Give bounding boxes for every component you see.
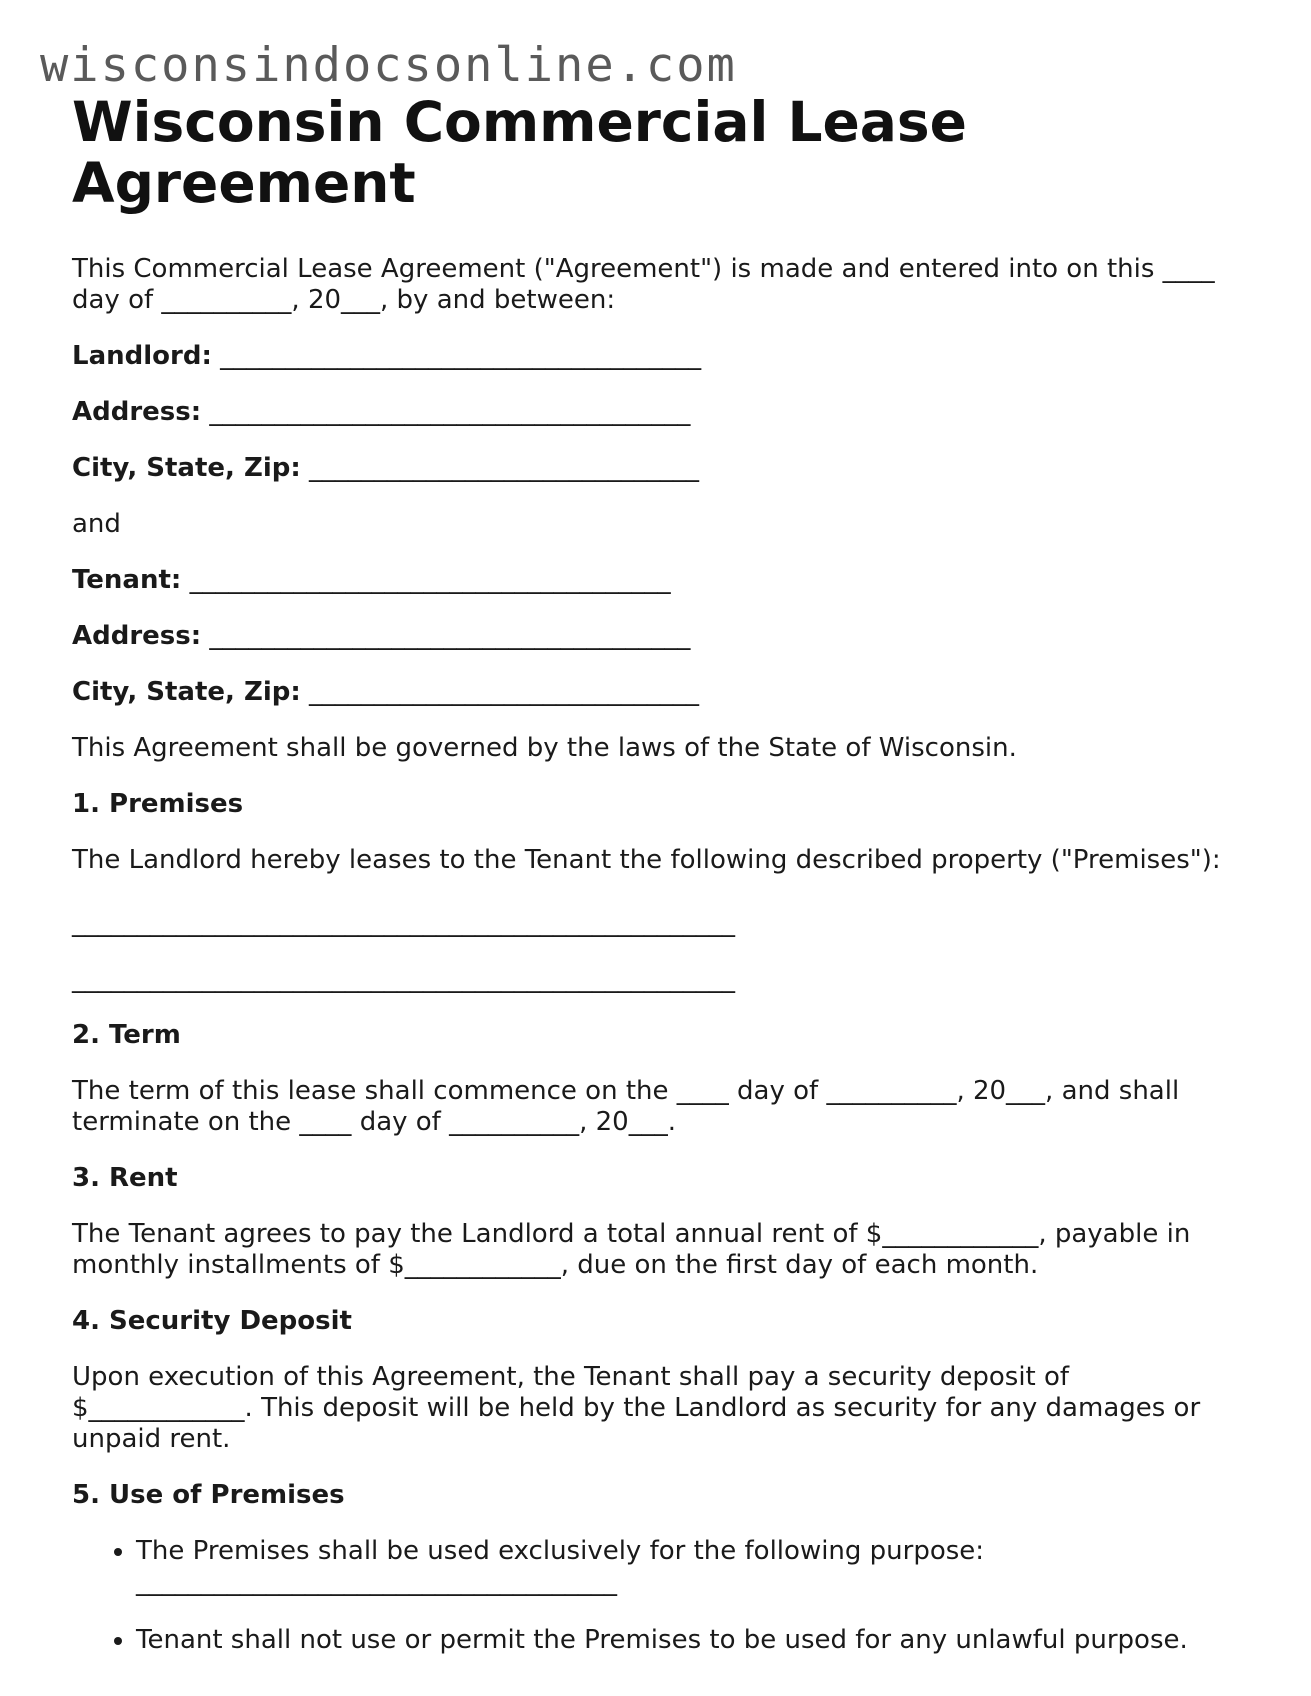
rent-text: The Tenant agrees to pay the Landlord a total annual rent of $____________, payable in monthly installments of $____________, due on the first day of each month.: [72, 1219, 1191, 1280]
premises-blank-line: ___________________________________________________: [72, 964, 735, 994]
term-text: The term of this lease shall commence on the ____ day of __________, 20___, and shall terminate on the ____ day of __________, 20___.: [72, 1076, 1180, 1137]
and-text: and: [72, 509, 121, 539]
list-item: • The Premises shall be used exclusively for the following purpose: _____________________________________: [136, 1536, 1252, 1598]
premises-heading: 1. Premises: [72, 789, 244, 819]
tenant-label: Tenant:: [72, 565, 182, 595]
tenant-address-blank: _____________________________________: [209, 621, 691, 651]
landlord-city-field: [72, 453, 1252, 484]
landlord-address-blank: _____________________________________: [209, 397, 691, 427]
list-item: • Tenant shall not use or permit the Premises to be used for any unlawful purpose.: [136, 1625, 1252, 1656]
intro-paragraph: This Commercial Lease Agreement ("Agreement") is made and entered into on this ____ day of __________, 20___, by and between:: [72, 254, 1215, 315]
landlord-city-label: City, State, Zip:: [72, 453, 301, 483]
tenant-address-label: Address:: [72, 621, 202, 651]
landlord-city-blank: ______________________________: [309, 453, 700, 483]
tenant-name-field: [72, 565, 1252, 596]
premises-text: The Landlord hereby leases to the Tenant the following described property ("Premises"):: [72, 845, 1221, 875]
site-watermark: wisconsindocsonline.com: [40, 38, 737, 93]
rent-heading: 3. Rent: [72, 1163, 178, 1193]
tenant-address-field: [72, 621, 1252, 652]
tenant-city-blank: ______________________________: [309, 677, 700, 707]
landlord-name-field: [72, 341, 1252, 372]
tenant-blank: _____________________________________: [189, 565, 671, 595]
use-list: [72, 1536, 1252, 1656]
deposit-heading: 4. Security Deposit: [72, 1306, 352, 1336]
deposit-text: Upon execution of this Agreement, the Tenant shall pay a security deposit of $____________. This deposit will be held by the Landlord as security for any damages or unpaid rent.: [72, 1362, 1201, 1454]
tenant-city-label: City, State, Zip:: [72, 677, 301, 707]
lease-document: [72, 92, 1252, 1656]
landlord-label: Landlord:: [72, 341, 212, 371]
document-title: Wisconsin Commercial Lease Agreement: [72, 90, 967, 215]
governing-law-text: This Agreement shall be governed by the laws of the State of Wisconsin.: [72, 733, 1017, 763]
tenant-city-field: [72, 677, 1252, 708]
use-heading: 5. Use of Premises: [72, 1480, 345, 1510]
landlord-address-label: Address:: [72, 397, 202, 427]
premises-blank-line: ___________________________________________________: [72, 908, 735, 938]
landlord-address-field: [72, 397, 1252, 428]
landlord-blank: _____________________________________: [220, 341, 702, 371]
term-heading: 2. Term: [72, 1020, 181, 1050]
